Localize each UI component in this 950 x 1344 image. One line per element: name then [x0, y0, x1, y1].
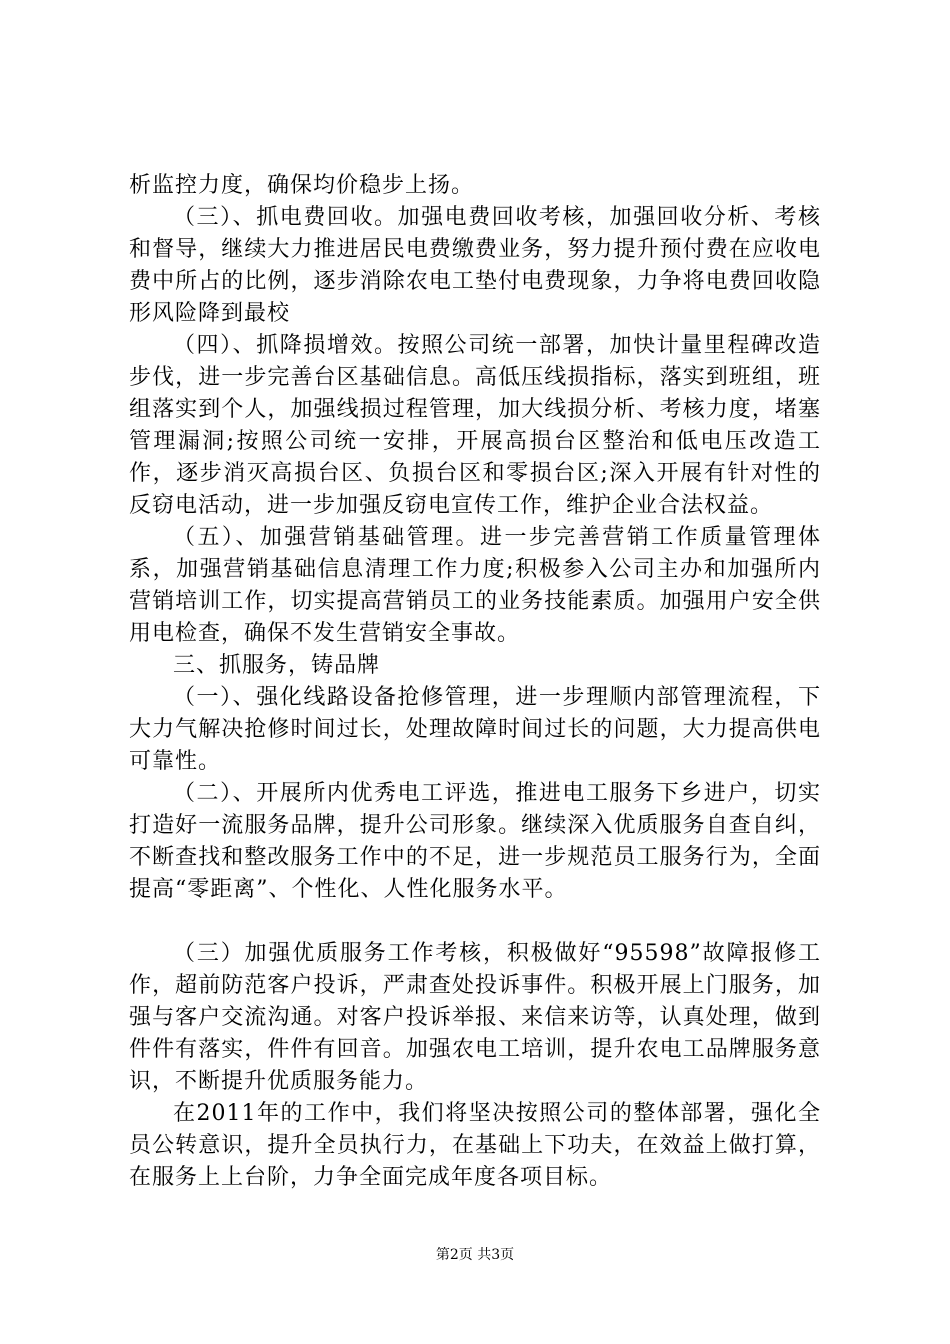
paragraph-electricity-fee-recovery: （三）、抓电费回收。加强电费回收考核，加强回收分析、考核和督导，继续大力推进居民电费缴费业务，努力提升预付费在应收电费中所占的比例，逐步消除农电工垫付电费现象，力争将电费回收隐形风险降到最校 [129, 205, 821, 326]
paragraph-loss-reduction: （四）、抓降损增效。按照公司统一部署，加快计量里程碑改造步伐，进一步完善台区基础信息。高低压线损指标，落实到班组，班组落实到个人，加强线损过程管理，加大线损分析、考核力度，堵塞管理漏洞;按照公司统一安排，开展高损台区整治和低电压改造工作，逐步消灭高损台区、负损台区和零损台区;深入开展有针对性的反窃电活动，进一步加强反窃电宣传工作，维护企业合法权益。 [129, 333, 821, 518]
paragraph-marketing-management: （五）、加强营销基础管理。进一步完善营销工作质量管理体系，加强营销基础信息清理工作力度;积极参入公司主办和加强所内营销培训工作，切实提高营销员工的业务技能素质。加强用户安全供用电检查，确保不发生营销安全事故。 [129, 525, 821, 646]
page-footer: 第2页 共3页 [435, 1247, 515, 1263]
paragraph-service-assessment: （三）加强优质服务工作考核，积极做好“95598”故障报修工作，超前防范客户投诉，严肃查处投诉事件。积极开展上门服务，加强与客户交流沟通。对客户投诉举报、来信来访等，认真处理，做到件件有落实，件件有回音。加强农电工培训，提升农电工品牌服务意识，不断提升优质服务能力。 [129, 941, 821, 1094]
paragraph-electrician-selection: （二）、开展所内优秀电工评选，推进电工服务下乡进户，切实打造好一流服务品牌，提升公司形象。继续深入优质服务自查自纠，不断查找和整改服务工作中的不足，进一步规范员工服务行为，全面提高“零距离”、个性化、人性化服务水平。 [129, 781, 821, 902]
paragraph-gap [129, 906, 821, 938]
paragraph-continuation: 析监控力度，确保均价稳步上扬。 [129, 173, 475, 198]
paragraph-repair-management: （一）、强化线路设备抢修管理，进一步理顺内部管理流程，下大力气解决抢修时间过长，处理故障时间过长的问题，大力提高供电可靠性。 [129, 685, 821, 774]
document-body [129, 170, 821, 1194]
paragraph-2011-goals: 在2011年的工作中，我们将坚决按照公司的整体部署，强化全员公转意识，提升全员执行力，在基础上下功夫，在效益上做打算，在服务上上台阶，力争全面完成年度各项目标。 [129, 1101, 821, 1190]
section-heading-service: 三、抓服务，铸品牌 [173, 653, 381, 678]
